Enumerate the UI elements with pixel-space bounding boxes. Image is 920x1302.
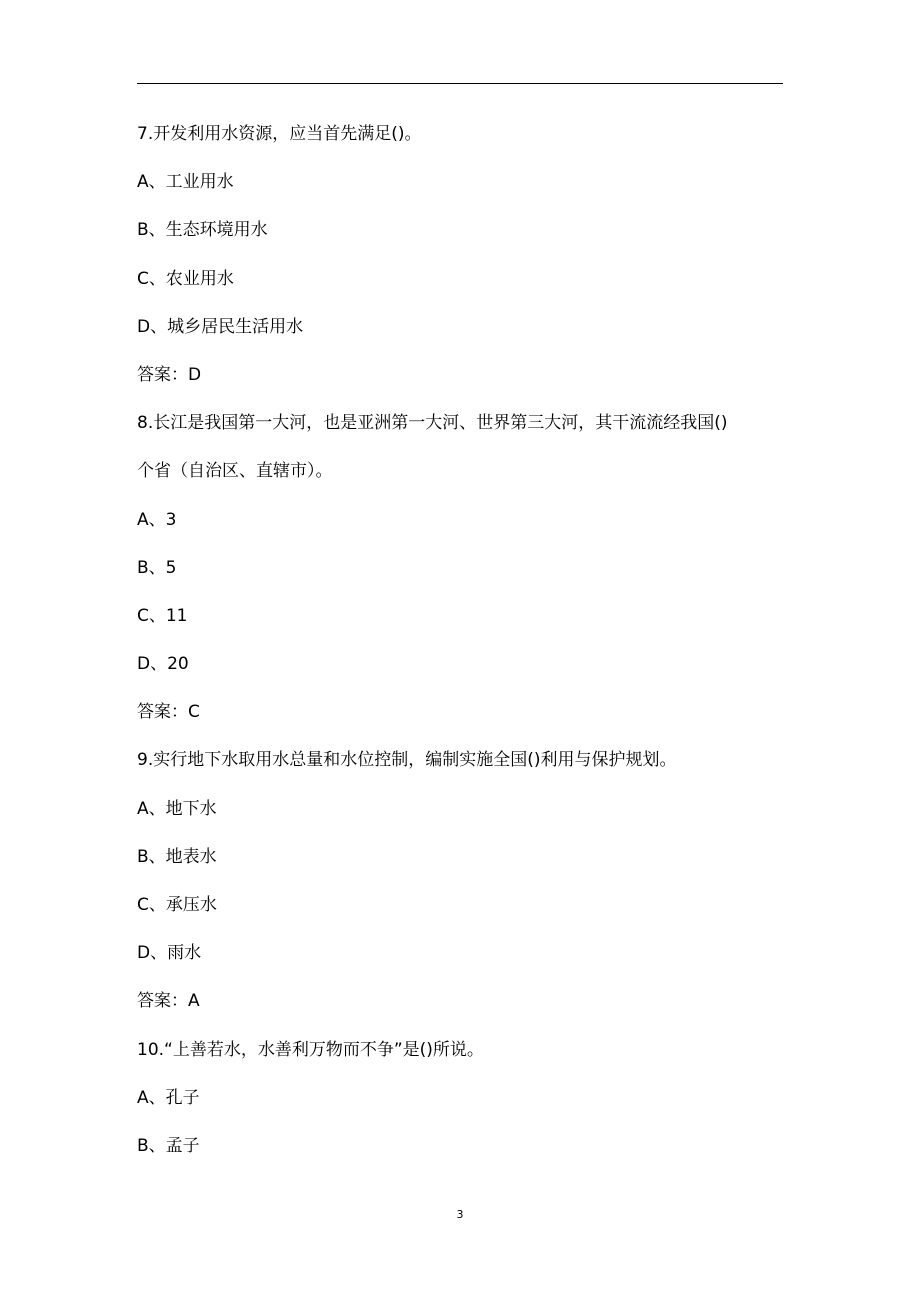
question-9: 9.实行地下水取用水总量和水位控制，编制实施全国()利用与保护规划。 — [137, 750, 677, 771]
header-rule — [137, 83, 783, 84]
option-c: C、11 — [137, 605, 188, 626]
option-b: B、5 — [137, 557, 177, 578]
question-10: 10.“上善若水，水善利万物而不争”是()所说。 — [137, 1039, 484, 1060]
option-c: C、承压水 — [137, 895, 217, 915]
answer-8: 答案：C — [137, 702, 200, 723]
question-8: 8.长江是我国第一大河，也是亚洲第一大河、世界第三大河，其干流流经我国() — [137, 413, 728, 434]
answer-7: 答案：D — [137, 364, 202, 385]
option-a: A、孔子 — [137, 1087, 200, 1108]
option-c: C、农业用水 — [137, 268, 234, 289]
option-b: B、地表水 — [137, 846, 217, 867]
option-a: A、3 — [137, 509, 177, 530]
option-b: B、生态环境用水 — [137, 220, 268, 241]
document-body — [137, 116, 797, 1176]
question-7: 7.开发利用水资源，应当首先满足()。 — [137, 124, 422, 144]
answer-9: 答案：A — [137, 991, 200, 1012]
option-d: D、城乡居民生活用水 — [137, 316, 304, 337]
question-8-continued: 个省（自治区、直辖市）。 — [137, 461, 333, 482]
option-d: D、雨水 — [137, 943, 202, 964]
page-number: 3 — [456, 1208, 464, 1221]
option-b: B、孟子 — [137, 1135, 200, 1156]
option-a: A、地下水 — [137, 798, 217, 819]
option-a: A、工业用水 — [137, 172, 234, 193]
option-d: D、20 — [137, 654, 189, 675]
